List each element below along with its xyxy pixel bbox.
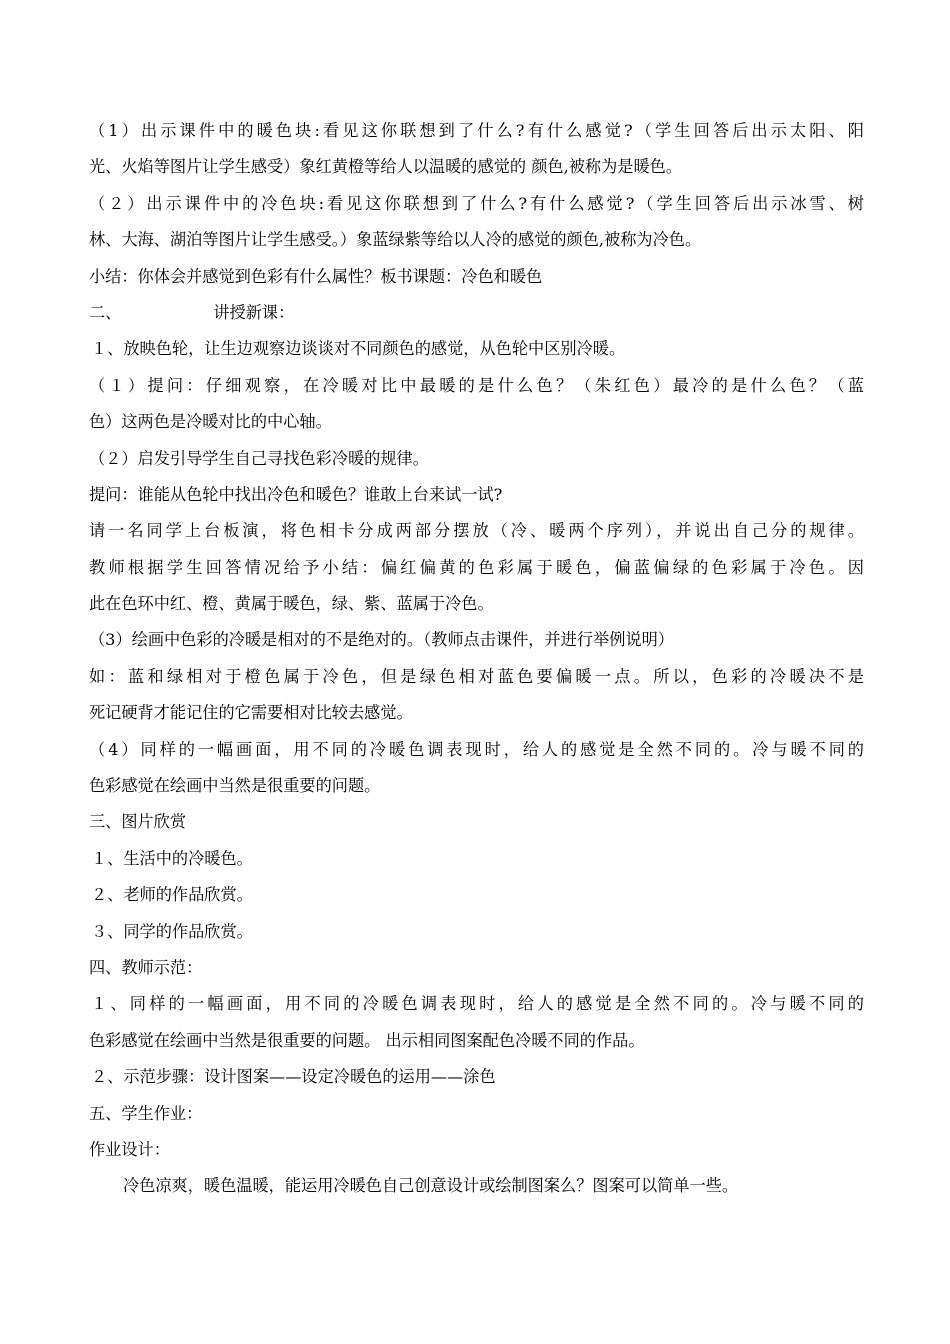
paragraph-line: １、同样的一幅画面，用不同的冷暖色调表现时，给人的感觉是全然不同的。冷与暖不同的 <box>91 994 864 1014</box>
paragraph-line: （２）启发引导学生自己寻找色彩冷暖的规律。 <box>89 448 429 468</box>
section-heading-four: 四、教师示范： <box>89 957 203 977</box>
paragraph-line: １、放映色轮，让生边观察边谈谈对不同颜色的感觉，从色轮中区别冷暖。 <box>91 339 626 359</box>
assignment-heading: 作业设计： <box>89 1139 170 1159</box>
paragraph-line: 色）这两色是冷暖对比的中心轴。 <box>89 412 332 432</box>
paragraph-line: 色彩感觉在绘画中当然是很重要的问题。 出示相同图案配色冷暖不同的作品。 <box>89 1030 645 1050</box>
section-number: 二、 <box>89 302 122 322</box>
list-item: １、生活中的冷暖色。 <box>91 848 253 868</box>
paragraph-line: （3）绘画中色彩的冷暖是相对的不是绝对的。（教师点击课件，并进行举例说明） <box>89 630 674 650</box>
summary-line: 小结：你体会并感觉到色彩有什么属性？板书课题：冷色和暖色 <box>89 266 543 286</box>
paragraph-line: 光、火焰等图片让学生感受）象红黄橙等给人以温暖的感觉的 颜色,被称为是暖色。 <box>89 157 683 177</box>
section-heading-two <box>89 295 864 331</box>
paragraph-line: 请一名同学上台板演，将色相卡分成两部分摆放（冷、暖两个序列），并说出自己分的规律。 <box>89 521 864 541</box>
paragraph-line: 色彩感觉在绘画中当然是很重要的问题。 <box>89 776 381 796</box>
list-item: ２、老师的作品欣赏。 <box>91 885 253 905</box>
paragraph-line: 提问：谁能从色轮中找出冷色和暖色？谁敢上台来试一试? <box>89 484 503 504</box>
paragraph-line: 教师根据学生回答情况给予小结：偏红偏黄的色彩属于暖色，偏蓝偏绿的色彩属于冷色。因 <box>89 557 864 577</box>
paragraph-line: （4）同样的一幅画面，用不同的冷暖色调表现时，给人的感觉是全然不同的。冷与暖不同的 <box>89 739 864 759</box>
paragraph-line: （２）出示课件中的冷色块:看见这你联想到了什么?有什么感觉?（学生回答后出示冰雪、树 <box>89 193 864 213</box>
paragraph-line: ２、示范步骤：设计图案——设定冷暖色的运用——涂色 <box>91 1067 496 1087</box>
paragraph-line: 林、大海、湖泊等图片让学生感受。）象蓝绿紫等给以人冷的感觉的颜色,被称为冷色。 <box>89 230 702 250</box>
list-item: ３、同学的作品欣赏。 <box>91 921 253 941</box>
paragraph-line: （１）提问：仔细观察，在冷暖对比中最暖的是什么色？（朱红色）最冷的是什么色？（蓝 <box>89 375 864 395</box>
section-title: 讲授新课： <box>213 302 295 322</box>
section-heading-three: 三、图片欣赏 <box>89 812 187 832</box>
paragraph-line: 此在色环中红、橙、黄属于暖色，绿、紫、蓝属于冷色。 <box>89 594 494 614</box>
paragraph-line: （1）出示课件中的暖色块:看见这你联想到了什么?有什么感觉?（学生回答后出示太阳、阳 <box>89 121 864 140</box>
section-heading-five: 五、学生作业： <box>89 1103 203 1123</box>
document-body <box>89 113 864 1205</box>
paragraph-line: 如：蓝和绿相对于橙色属于冷色，但是绿色相对蓝色要偏暖一点。所以，色彩的冷暖决不是 <box>89 666 864 686</box>
paragraph-line: 死记硬背才能记住的它需要相对比较去感觉。 <box>89 703 413 723</box>
assignment-text: 冷色凉爽，暖色温暖，能运用冷暖色自己创意设计或绘制图案么？图案可以简单一些。 <box>123 1176 739 1196</box>
